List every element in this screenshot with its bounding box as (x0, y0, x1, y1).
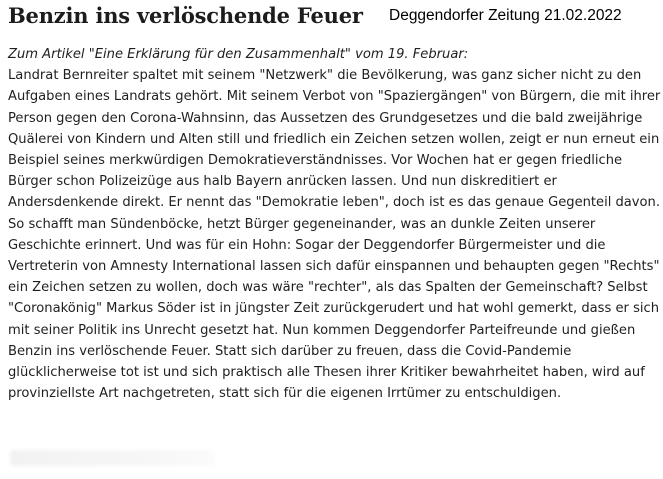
body-line: So schafft man Sündenböcke, hetzt Bürger gegeneinander, was an dunkle Zeiten unserer (8, 216, 596, 232)
body-line: mit seiner Politik ins Unrecht gesetzt hat. Nun kommen Deggendorfer Parteifreunde und gießen (8, 322, 636, 338)
body-line: Geschichte erinnert. Und was für ein Hohn: Sogar der Deggendorfer Bürgermeister und die (8, 237, 606, 253)
body-line: ein Zeichen setzen zu wollen, doch was wäre "rechter", als das Spalten der Gemeinschaft? Selbst (8, 280, 648, 296)
article-reference: Zum Artikel "Eine Erklärung für den Zusammenhalt" vom 19. Februar: (8, 47, 469, 62)
body-line: Person gegen den Corona-Wahnsinn, das Aussetzen des Grundgesetzes und die bald zweijährige (8, 110, 643, 126)
body-line: Landrat Bernreiter spaltet mit seinem "Netzwerk" die Bevölkerung, was ganz sicher nicht zu den (8, 68, 642, 84)
body-line: "Coronakönig" Markus Söder ist in jüngster Zeit zurückgerudert und hat wohl gemerkt, dass er sich (8, 301, 660, 317)
body-line: Vertreterin von Amnesty International lassen sich dafür einspannen und behaupten gegen "Rechts" (8, 259, 660, 275)
body-line: Aufgaben eines Landrats gehört. Mit seinem Verbot von "Spaziergängen" von Bürgern, die mit ihrer (8, 89, 661, 105)
letter-headline: Benzin ins verlöschende Feuer (8, 3, 363, 28)
body-line: Beispiel seines merkwürdigen Demokratieverständnisses. Vor Wochen hat er gegen friedliche (8, 153, 623, 169)
letter-body (8, 44, 660, 404)
body-line: glücklicherweise tot ist und sich praktisch alle Thesen ihrer Kritiker bewahrheitet haben, wird auf (8, 365, 645, 381)
newspaper-source-date: Deggendorfer Zeitung 21.02.2022 (389, 7, 622, 24)
body-line: Benzin ins verlöschende Feuer. Statt sich darüber zu freuen, dass die Covid-Pandemie (8, 343, 572, 359)
body-line: Quälerei von Kindern und Alten still und friedlich ein Zeichen setzen wollen, zeigt er nun erneut ein (8, 131, 660, 147)
body-line: Andersdenkende direkt. Er nennt das "Demokratie leben", doch ist es das genaue Gegenteil davon. (8, 195, 660, 211)
body-line: provinziellste Art nachgetreten, statt sich für die eigenen Irrtümer zu entschuldigen. (8, 386, 562, 402)
faded-footer-text (10, 450, 215, 466)
body-line: Bürger schon Polizeizüge aus halb Bayern anrücken lassen. Und nun diskreditiert er (8, 174, 557, 190)
